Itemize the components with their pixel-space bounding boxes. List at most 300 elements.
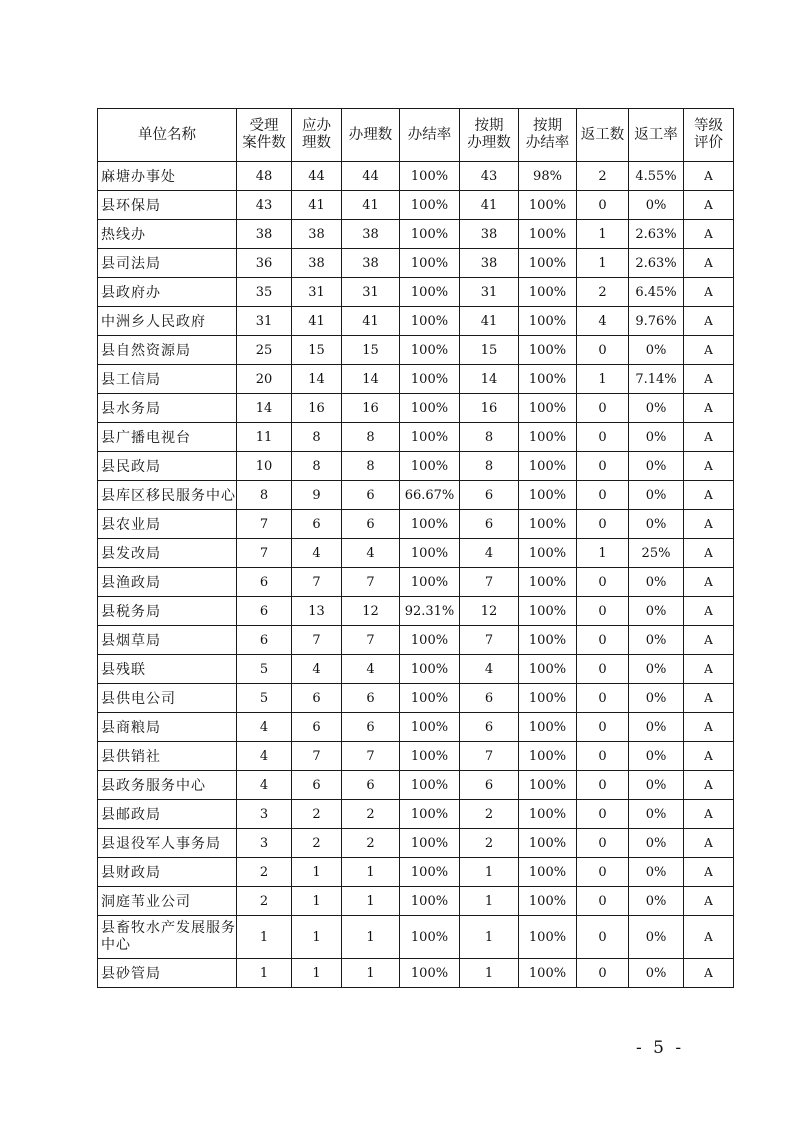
accepted-cell: 5: [237, 655, 292, 684]
header-rework-rate: [629, 109, 684, 162]
handled-cell: 41: [342, 307, 400, 336]
rework-rate-cell: 25%: [629, 539, 684, 568]
due-cell: 2: [292, 829, 342, 858]
grade-cell: A: [684, 626, 734, 655]
unit-name-cell: 麻塘办事处: [98, 162, 237, 191]
grade-cell: A: [684, 597, 734, 626]
grade-cell: A: [684, 423, 734, 452]
accepted-cell: 43: [237, 191, 292, 220]
table-row: [98, 887, 734, 916]
accepted-cell: 2: [237, 858, 292, 887]
rate-cell: 100%: [400, 510, 460, 539]
unit-name-cell: 县政府办: [98, 278, 237, 307]
rework-cell: 0: [577, 191, 629, 220]
handled-cell: 38: [342, 249, 400, 278]
rework-cell: 0: [577, 423, 629, 452]
grade-cell: A: [684, 336, 734, 365]
table-header-row: [98, 109, 734, 162]
ontime-rate-cell: 98%: [519, 162, 577, 191]
unit-name-cell: 县水务局: [98, 394, 237, 423]
header-ontime-count: [460, 109, 519, 162]
rework-cell: 0: [577, 336, 629, 365]
rate-cell: 100%: [400, 829, 460, 858]
due-cell: 1: [292, 887, 342, 916]
rate-cell: 100%: [400, 959, 460, 988]
accepted-cell: 1: [237, 959, 292, 988]
unit-name-cell: 县民政局: [98, 452, 237, 481]
rework-rate-cell: 0%: [629, 423, 684, 452]
handled-cell: 7: [342, 742, 400, 771]
rate-cell: 100%: [400, 887, 460, 916]
header-line: 按期: [474, 118, 504, 134]
unit-name-cell: 中洲乡人民政府: [98, 307, 237, 336]
accepted-cell: 4: [237, 771, 292, 800]
handled-cell: 8: [342, 423, 400, 452]
rate-cell: 100%: [400, 539, 460, 568]
handled-cell: 44: [342, 162, 400, 191]
rework-rate-cell: 0%: [629, 481, 684, 510]
accepted-cell: 4: [237, 742, 292, 771]
grade-cell: A: [684, 278, 734, 307]
ontime-cell: 1: [460, 887, 519, 916]
accepted-cell: 5: [237, 684, 292, 713]
header-line: 理数: [302, 135, 331, 151]
due-cell: 16: [292, 394, 342, 423]
ontime-cell: 38: [460, 249, 519, 278]
rework-rate-cell: 9.76%: [629, 307, 684, 336]
rate-cell: 66.67%: [400, 481, 460, 510]
ontime-rate-cell: 100%: [519, 249, 577, 278]
table-row: [98, 713, 734, 742]
rate-cell: 100%: [400, 684, 460, 713]
due-cell: 15: [292, 336, 342, 365]
unit-name-cell: 县库区移民服务中心: [98, 481, 237, 510]
grade-cell: A: [684, 959, 734, 988]
ontime-rate-cell: 100%: [519, 307, 577, 336]
due-cell: 1: [292, 858, 342, 887]
ontime-cell: 16: [460, 394, 519, 423]
handled-cell: 1: [342, 916, 400, 959]
unit-name-cell: 县工信局: [98, 365, 237, 394]
accepted-cell: 4: [237, 713, 292, 742]
header-line: 办理数: [467, 135, 511, 151]
due-cell: 38: [292, 249, 342, 278]
ontime-cell: 6: [460, 771, 519, 800]
rate-cell: 100%: [400, 336, 460, 365]
accepted-cell: 25: [237, 336, 292, 365]
due-cell: 13: [292, 597, 342, 626]
rework-rate-cell: 0%: [629, 626, 684, 655]
table-row: [98, 336, 734, 365]
handled-cell: 12: [342, 597, 400, 626]
ontime-cell: 1: [460, 858, 519, 887]
unit-name-cell: 县司法局: [98, 249, 237, 278]
rework-rate-cell: 0%: [629, 887, 684, 916]
rate-cell: 100%: [400, 771, 460, 800]
rework-rate-cell: 0%: [629, 713, 684, 742]
header-line: 按期: [533, 118, 562, 134]
handled-cell: 7: [342, 568, 400, 597]
handled-cell: 6: [342, 713, 400, 742]
rework-rate-cell: 0%: [629, 916, 684, 959]
grade-cell: A: [684, 800, 734, 829]
ontime-rate-cell: 100%: [519, 423, 577, 452]
ontime-cell: 7: [460, 626, 519, 655]
ontime-cell: 8: [460, 423, 519, 452]
ontime-cell: 4: [460, 655, 519, 684]
rate-cell: 100%: [400, 452, 460, 481]
ontime-cell: 1: [460, 916, 519, 959]
accepted-cell: 20: [237, 365, 292, 394]
rate-cell: 100%: [400, 249, 460, 278]
rework-cell: 0: [577, 481, 629, 510]
table-row: [98, 423, 734, 452]
rework-cell: 0: [577, 916, 629, 959]
grade-cell: A: [684, 452, 734, 481]
rate-cell: 100%: [400, 220, 460, 249]
handled-cell: 14: [342, 365, 400, 394]
ontime-cell: 2: [460, 829, 519, 858]
ontime-rate-cell: 100%: [519, 858, 577, 887]
header-line: 返工数: [580, 126, 625, 143]
ontime-rate-cell: 100%: [519, 568, 577, 597]
rework-rate-cell: 0%: [629, 336, 684, 365]
due-cell: 38: [292, 220, 342, 249]
rework-cell: 1: [577, 365, 629, 394]
handled-cell: 1: [342, 959, 400, 988]
handled-cell: 6: [342, 510, 400, 539]
grade-cell: A: [684, 655, 734, 684]
rework-rate-cell: 0%: [629, 858, 684, 887]
table-row: [98, 220, 734, 249]
table-row: [98, 597, 734, 626]
rework-cell: 0: [577, 510, 629, 539]
handled-cell: 2: [342, 800, 400, 829]
ontime-rate-cell: 100%: [519, 887, 577, 916]
header-line: 办结率: [407, 126, 452, 143]
ontime-rate-cell: 100%: [519, 626, 577, 655]
unit-name-cell: 县发改局: [98, 539, 237, 568]
unit-name-cell: 洞庭苇业公司: [98, 887, 237, 916]
handled-cell: 2: [342, 829, 400, 858]
rate-cell: 100%: [400, 626, 460, 655]
ontime-rate-cell: 100%: [519, 655, 577, 684]
unit-name-cell: 县商粮局: [98, 713, 237, 742]
table-row: [98, 452, 734, 481]
rework-cell: 0: [577, 394, 629, 423]
accepted-cell: 11: [237, 423, 292, 452]
table-row: [98, 684, 734, 713]
rework-cell: 1: [577, 539, 629, 568]
due-cell: 41: [292, 307, 342, 336]
grade-cell: A: [684, 684, 734, 713]
header-due-count: [292, 109, 342, 162]
table-row: [98, 539, 734, 568]
ontime-cell: 6: [460, 684, 519, 713]
table-row: [98, 829, 734, 858]
ontime-rate-cell: 100%: [519, 713, 577, 742]
table-row: [98, 278, 734, 307]
due-cell: 6: [292, 510, 342, 539]
rework-cell: 0: [577, 655, 629, 684]
rework-cell: 0: [577, 597, 629, 626]
due-cell: 41: [292, 191, 342, 220]
performance-table-wrapper: [97, 108, 734, 988]
rework-rate-cell: 0%: [629, 742, 684, 771]
rate-cell: 100%: [400, 162, 460, 191]
grade-cell: A: [684, 539, 734, 568]
ontime-rate-cell: 100%: [519, 959, 577, 988]
due-cell: 4: [292, 539, 342, 568]
handled-cell: 7: [342, 626, 400, 655]
grade-cell: A: [684, 568, 734, 597]
accepted-cell: 6: [237, 568, 292, 597]
accepted-cell: 3: [237, 800, 292, 829]
rework-cell: 0: [577, 626, 629, 655]
rework-rate-cell: 7.14%: [629, 365, 684, 394]
ontime-cell: 15: [460, 336, 519, 365]
table-row: [98, 858, 734, 887]
ontime-cell: 7: [460, 568, 519, 597]
unit-name-cell: 县环保局: [98, 191, 237, 220]
header-completion-rate: [400, 109, 460, 162]
table-row: [98, 742, 734, 771]
due-cell: 6: [292, 713, 342, 742]
header-accepted-cases: [237, 109, 292, 162]
rework-cell: 0: [577, 887, 629, 916]
header-handled-count: [342, 109, 400, 162]
ontime-rate-cell: 100%: [519, 278, 577, 307]
due-cell: 6: [292, 684, 342, 713]
rate-cell: 100%: [400, 858, 460, 887]
ontime-cell: 43: [460, 162, 519, 191]
grade-cell: A: [684, 510, 734, 539]
table-body: [98, 162, 734, 988]
accepted-cell: 38: [237, 220, 292, 249]
accepted-cell: 6: [237, 626, 292, 655]
accepted-cell: 2: [237, 887, 292, 916]
rework-cell: 0: [577, 452, 629, 481]
unit-name-cell: 县自然资源局: [98, 336, 237, 365]
unit-name-cell: 县供销社: [98, 742, 237, 771]
handled-cell: 6: [342, 771, 400, 800]
table-row: [98, 365, 734, 394]
table-row: [98, 916, 734, 959]
grade-cell: A: [684, 307, 734, 336]
rework-rate-cell: 6.45%: [629, 278, 684, 307]
table-row: [98, 568, 734, 597]
handled-cell: 16: [342, 394, 400, 423]
ontime-rate-cell: 100%: [519, 916, 577, 959]
handled-cell: 4: [342, 539, 400, 568]
unit-name-cell: 县畜牧水产发展服务中心: [98, 916, 237, 959]
unit-name-cell: 县残联: [98, 655, 237, 684]
rate-cell: 100%: [400, 742, 460, 771]
table-row: [98, 800, 734, 829]
rework-cell: 0: [577, 713, 629, 742]
table-row: [98, 162, 734, 191]
rework-cell: 0: [577, 684, 629, 713]
ontime-rate-cell: 100%: [519, 365, 577, 394]
rate-cell: 92.31%: [400, 597, 460, 626]
grade-cell: A: [684, 771, 734, 800]
header-unit-name: [98, 109, 237, 162]
handled-cell: 6: [342, 684, 400, 713]
rework-cell: 1: [577, 249, 629, 278]
handled-cell: 15: [342, 336, 400, 365]
unit-name-cell: 县供电公司: [98, 684, 237, 713]
rework-cell: 0: [577, 800, 629, 829]
unit-name-cell: 热线办: [98, 220, 237, 249]
rate-cell: 100%: [400, 713, 460, 742]
handled-cell: 1: [342, 858, 400, 887]
header-line: 办理数: [348, 126, 393, 143]
header-grade: [684, 109, 734, 162]
handled-cell: 1: [342, 887, 400, 916]
rework-rate-cell: 0%: [629, 771, 684, 800]
ontime-cell: 31: [460, 278, 519, 307]
accepted-cell: 7: [237, 510, 292, 539]
due-cell: 7: [292, 626, 342, 655]
rework-cell: 1: [577, 220, 629, 249]
header-line: 返工率: [634, 126, 678, 143]
accepted-cell: 7: [237, 539, 292, 568]
unit-name-cell: 县农业局: [98, 510, 237, 539]
handled-cell: 38: [342, 220, 400, 249]
ontime-rate-cell: 100%: [519, 191, 577, 220]
ontime-rate-cell: 100%: [519, 510, 577, 539]
ontime-cell: 41: [460, 307, 519, 336]
ontime-rate-cell: 100%: [519, 336, 577, 365]
rework-rate-cell: 0%: [629, 191, 684, 220]
header-line: 等级: [694, 118, 723, 134]
ontime-cell: 6: [460, 481, 519, 510]
unit-name-cell: 县退役军人事务局: [98, 829, 237, 858]
rate-cell: 100%: [400, 423, 460, 452]
accepted-cell: 48: [237, 162, 292, 191]
handled-cell: 31: [342, 278, 400, 307]
ontime-rate-cell: 100%: [519, 394, 577, 423]
ontime-rate-cell: 100%: [519, 452, 577, 481]
handled-cell: 4: [342, 655, 400, 684]
due-cell: 7: [292, 742, 342, 771]
due-cell: 7: [292, 568, 342, 597]
due-cell: 8: [292, 452, 342, 481]
rework-rate-cell: 0%: [629, 510, 684, 539]
ontime-rate-cell: 100%: [519, 539, 577, 568]
due-cell: 1: [292, 959, 342, 988]
table-row: [98, 191, 734, 220]
grade-cell: A: [684, 394, 734, 423]
rate-cell: 100%: [400, 278, 460, 307]
accepted-cell: 3: [237, 829, 292, 858]
table-row: [98, 307, 734, 336]
grade-cell: A: [684, 365, 734, 394]
header-line: 案件数: [242, 135, 286, 151]
grade-cell: A: [684, 191, 734, 220]
due-cell: 1: [292, 916, 342, 959]
rework-rate-cell: 4.55%: [629, 162, 684, 191]
rework-cell: 0: [577, 568, 629, 597]
rate-cell: 100%: [400, 916, 460, 959]
unit-name-cell: 县烟草局: [98, 626, 237, 655]
header-line: 评价: [694, 135, 723, 151]
accepted-cell: 10: [237, 452, 292, 481]
ontime-rate-cell: 100%: [519, 742, 577, 771]
grade-cell: A: [684, 916, 734, 959]
rework-cell: 2: [577, 162, 629, 191]
unit-name-cell: 县砂管局: [98, 959, 237, 988]
accepted-cell: 14: [237, 394, 292, 423]
accepted-cell: 35: [237, 278, 292, 307]
rework-cell: 0: [577, 742, 629, 771]
rework-rate-cell: 0%: [629, 684, 684, 713]
due-cell: 31: [292, 278, 342, 307]
table-row: [98, 655, 734, 684]
ontime-cell: 7: [460, 742, 519, 771]
grade-cell: A: [684, 220, 734, 249]
ontime-cell: 41: [460, 191, 519, 220]
grade-cell: A: [684, 858, 734, 887]
grade-cell: A: [684, 742, 734, 771]
header-line: 应办: [302, 118, 331, 134]
rework-cell: 0: [577, 771, 629, 800]
rework-rate-cell: 0%: [629, 597, 684, 626]
due-cell: 4: [292, 655, 342, 684]
header-rework-count: [577, 109, 629, 162]
table-row: [98, 481, 734, 510]
rate-cell: 100%: [400, 800, 460, 829]
header-ontime-rate: [519, 109, 577, 162]
due-cell: 2: [292, 800, 342, 829]
grade-cell: A: [684, 887, 734, 916]
ontime-cell: 4: [460, 539, 519, 568]
grade-cell: A: [684, 829, 734, 858]
table-row: [98, 394, 734, 423]
ontime-cell: 2: [460, 800, 519, 829]
due-cell: 9: [292, 481, 342, 510]
rate-cell: 100%: [400, 655, 460, 684]
unit-name-cell: 县渔政局: [98, 568, 237, 597]
rework-cell: 4: [577, 307, 629, 336]
ontime-rate-cell: 100%: [519, 684, 577, 713]
unit-name-cell: 县政务服务中心: [98, 771, 237, 800]
unit-name-cell: 县邮政局: [98, 800, 237, 829]
rework-rate-cell: 0%: [629, 394, 684, 423]
rework-rate-cell: 0%: [629, 655, 684, 684]
header-line: 办结率: [525, 135, 570, 151]
ontime-rate-cell: 100%: [519, 220, 577, 249]
ontime-cell: 12: [460, 597, 519, 626]
rework-rate-cell: 2.63%: [629, 249, 684, 278]
table-row: [98, 249, 734, 278]
handled-cell: 6: [342, 481, 400, 510]
rework-rate-cell: 0%: [629, 452, 684, 481]
grade-cell: A: [684, 481, 734, 510]
accepted-cell: 31: [237, 307, 292, 336]
ontime-cell: 6: [460, 510, 519, 539]
handled-cell: 8: [342, 452, 400, 481]
ontime-cell: 38: [460, 220, 519, 249]
accepted-cell: 6: [237, 597, 292, 626]
ontime-rate-cell: 100%: [519, 481, 577, 510]
ontime-rate-cell: 100%: [519, 829, 577, 858]
ontime-rate-cell: 100%: [519, 597, 577, 626]
table-row: [98, 959, 734, 988]
rate-cell: 100%: [400, 365, 460, 394]
rework-cell: 0: [577, 858, 629, 887]
grade-cell: A: [684, 249, 734, 278]
